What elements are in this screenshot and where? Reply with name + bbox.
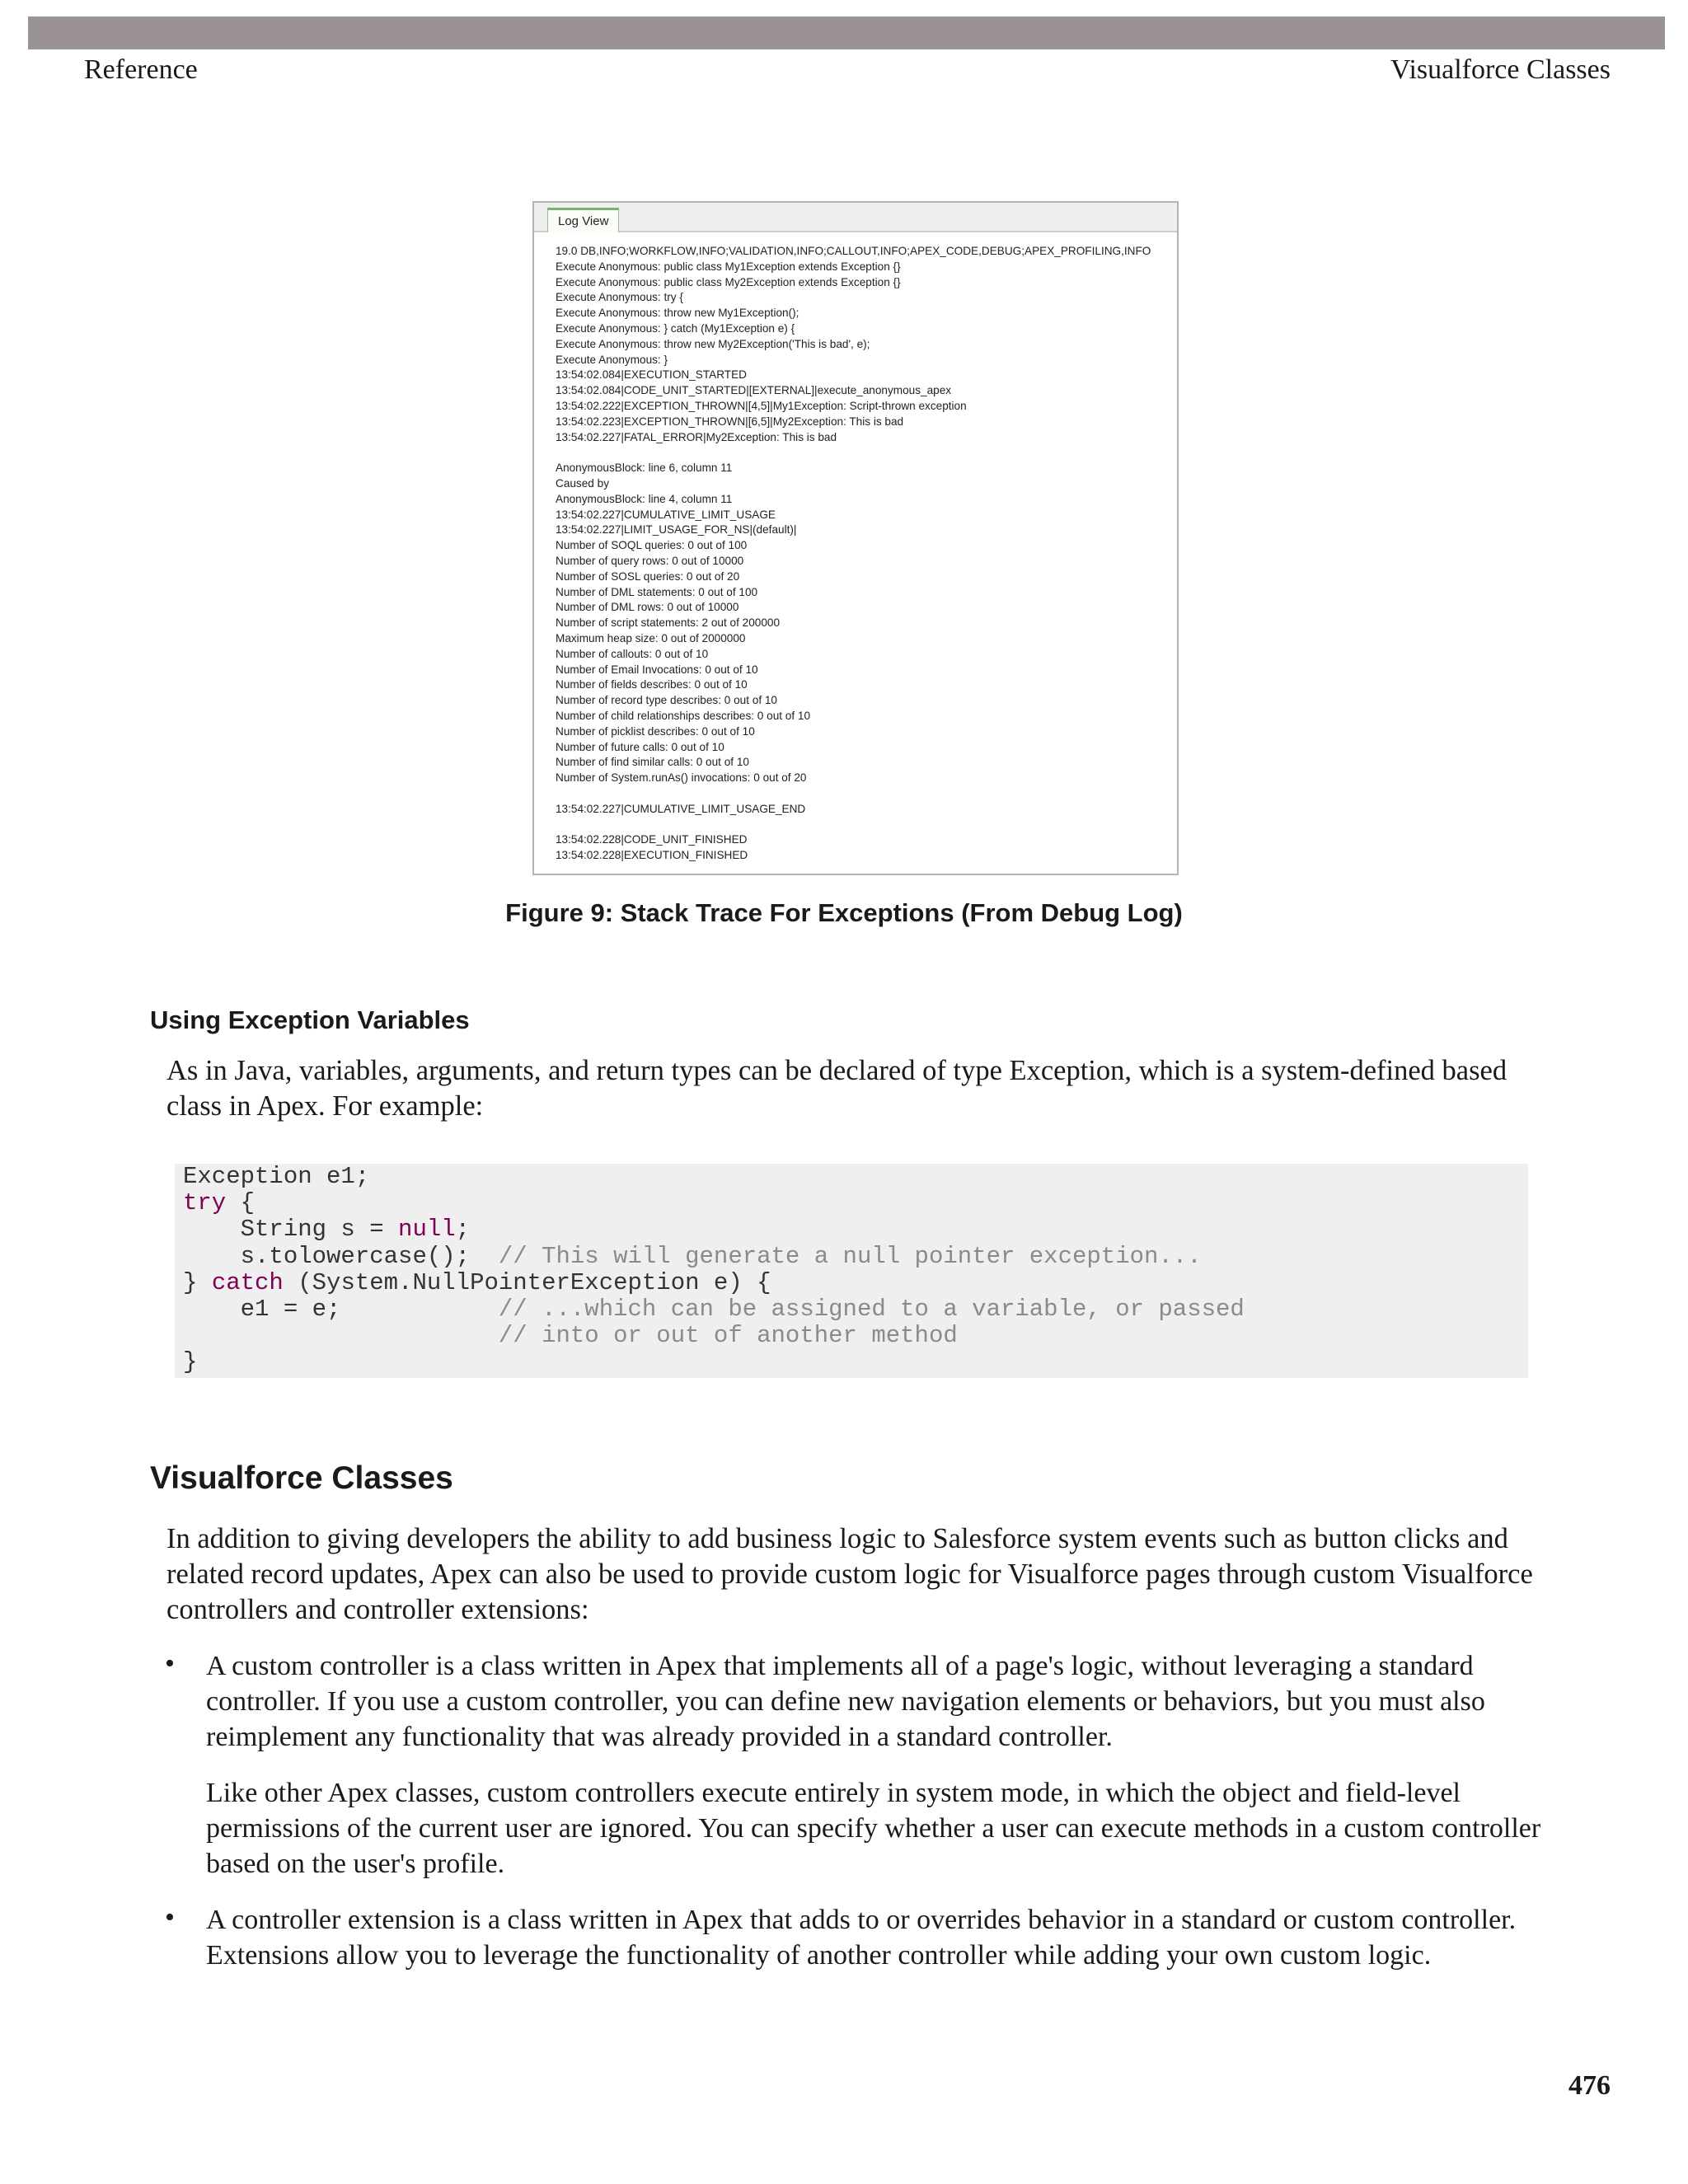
log-line: 13:54:02.222|EXCEPTION_THROWN|[4,5]|My1Exception: Script-thrown exception — [556, 399, 967, 412]
running-header-left: Reference — [84, 54, 198, 85]
log-line: Execute Anonymous: throw new My1Exception(); — [556, 307, 799, 320]
log-line: 13:54:02.227|CUMULATIVE_LIMIT_USAGE — [556, 508, 776, 521]
section-heading-visualforce-classes: Visualforce Classes — [150, 1460, 453, 1496]
log-line: 13:54:02.223|EXCEPTION_THROWN|[6,5]|My2Exception: This is bad — [556, 415, 904, 428]
log-blank-line — [556, 817, 1170, 832]
log-line: 13:54:02.084|EXECUTION_STARTED — [556, 368, 747, 382]
code-line: } — [183, 1348, 198, 1376]
log-line: Number of record type describes: 0 out of 10 — [556, 694, 777, 707]
log-line: Number of script statements: 2 out of 200000 — [556, 616, 781, 630]
code-text: e1 = e; — [183, 1296, 499, 1324]
log-line: Execute Anonymous: throw new My2Exception('This is bad', e); — [556, 337, 870, 350]
log-text — [556, 244, 1170, 864]
log-line: Number of query rows: 0 out of 10000 — [556, 554, 744, 567]
code-text: String s = — [183, 1216, 399, 1244]
log-line: Number of find similar calls: 0 out of 10 — [556, 756, 749, 769]
code-text: (System.NullPointerException e) { — [283, 1268, 771, 1296]
log-line: Number of SOSL queries: 0 out of 20 — [556, 569, 740, 583]
log-line: 13:54:02.228|EXECUTION_FINISHED — [556, 849, 748, 862]
code-text: } — [183, 1268, 212, 1296]
code-comment: // ...which can be assigned to a variable, or passed — [498, 1296, 1245, 1324]
log-line: 13:54:02.228|CODE_UNIT_FINISHED — [556, 833, 748, 846]
code-keyword: try — [183, 1189, 227, 1217]
code-text — [183, 1322, 499, 1349]
bullet-custom-controller-note: Like other Apex classes, custom controllers execute entirely in system mode, in which the object and field-level permissions of the current user are ignored. You can specify whether a user can execute methods in a custom controller based on the user's profile. — [206, 1778, 1541, 1879]
debug-log-figure — [532, 201, 1179, 875]
header-bar — [28, 16, 1665, 49]
log-line: Execute Anonymous: public class My1Exception extends Exception {} — [556, 260, 901, 273]
log-line: Number of DML rows: 0 out of 10000 — [556, 601, 739, 614]
log-line: 13:54:02.227|FATAL_ERROR|My2Exception: This is bad — [556, 430, 837, 443]
log-line: Caused by — [556, 476, 609, 490]
code-text: s.tolowercase(); — [183, 1242, 499, 1270]
code-text: { — [226, 1189, 256, 1217]
log-line: Number of future calls: 0 out of 10 — [556, 740, 724, 753]
log-line: Maximum heap size: 0 out of 2000000 — [556, 631, 746, 644]
log-tab-strip — [534, 203, 1177, 232]
code-line: Exception e1; — [183, 1163, 370, 1190]
section-heading-exception-variables: Using Exception Variables — [150, 1005, 470, 1034]
log-line: Number of child relationships describes: 0 out of 10 — [556, 709, 811, 722]
code-comment: // This will generate a null pointer exception... — [498, 1242, 1202, 1270]
log-line: Execute Anonymous: } catch (My1Exception e) { — [556, 321, 795, 335]
log-line: Execute Anonymous: } — [556, 353, 668, 366]
log-line: 13:54:02.084|CODE_UNIT_STARTED|[EXTERNAL]|execute_anonymous_apex — [556, 384, 952, 397]
log-line: 13:54:02.227|LIMIT_USAGE_FOR_NS|(default)| — [556, 523, 797, 537]
page-number: 476 — [1568, 2070, 1611, 2101]
log-line: Number of DML statements: 0 out of 100 — [556, 585, 758, 598]
log-line: 19.0 DB,INFO;WORKFLOW,INFO;VALIDATION,INFO;CALLOUT,INFO;APEX_CODE,DEBUG;APEX_PROFILING,INFO — [556, 245, 1151, 257]
code-keyword: null — [398, 1216, 456, 1244]
log-line: Number of picklist describes: 0 out of 10 — [556, 724, 755, 738]
code-comment: // into or out of another method — [498, 1322, 958, 1350]
running-header-right: Visualforce Classes — [1390, 54, 1611, 85]
log-blank-line — [556, 445, 1170, 461]
log-line: Execute Anonymous: try { — [556, 291, 683, 304]
log-line: Number of System.runAs() invocations: 0 out of 20 — [556, 771, 807, 785]
bullet-marker: • — [165, 1648, 175, 1679]
log-line: Execute Anonymous: public class My2Exception extends Exception {} — [556, 275, 901, 288]
bullet-controller-extension: A controller extension is a class written in Apex that adds to or overrides behavior in a standard or custom controller. Extensions allow you to leverage the functionality of another controller while adding your own custom logic. — [206, 1905, 1517, 1971]
log-line: AnonymousBlock: line 4, column 11 — [556, 492, 733, 505]
code-sample — [175, 1164, 1528, 1378]
log-line: Number of SOQL queries: 0 out of 100 — [556, 539, 748, 552]
code-text: ; — [455, 1216, 471, 1244]
log-line: Number of Email Invocations: 0 out of 10 — [556, 663, 758, 676]
visualforce-intro-paragraph: In addition to giving developers the ability to add business logic to Salesforce system events such as button clicks and related record updates, Apex can also be used to provide custom logic for Visualforce pages through custom Visualforce controllers and controller extensions: — [166, 1523, 1533, 1625]
log-line: Number of fields describes: 0 out of 10 — [556, 678, 748, 691]
exception-variables-paragraph: As in Java, variables, arguments, and return types can be declared of type Exception, which is a system-defined based class in Apex. For example: — [166, 1055, 1507, 1122]
log-line: Number of callouts: 0 out of 10 — [556, 647, 709, 660]
code-keyword: catch — [211, 1268, 284, 1296]
log-line: 13:54:02.227|CUMULATIVE_LIMIT_USAGE_END — [556, 802, 806, 815]
log-line: AnonymousBlock: line 6, column 11 — [556, 462, 733, 475]
tab-log-view[interactable]: Log View — [547, 208, 619, 232]
log-blank-line — [556, 786, 1170, 802]
bullet-marker: • — [165, 1902, 175, 1933]
figure-caption: Figure 9: Stack Trace For Exceptions (From Debug Log) — [505, 898, 1183, 927]
bullet-custom-controller: A custom controller is a class written in Apex that implements all of a page's logic, without leveraging a standard controller. If you use a custom controller, you can define new navigation elements or behaviors, but you must also reimplement any functionality that was already provided in a standard controller. — [206, 1651, 1485, 1752]
